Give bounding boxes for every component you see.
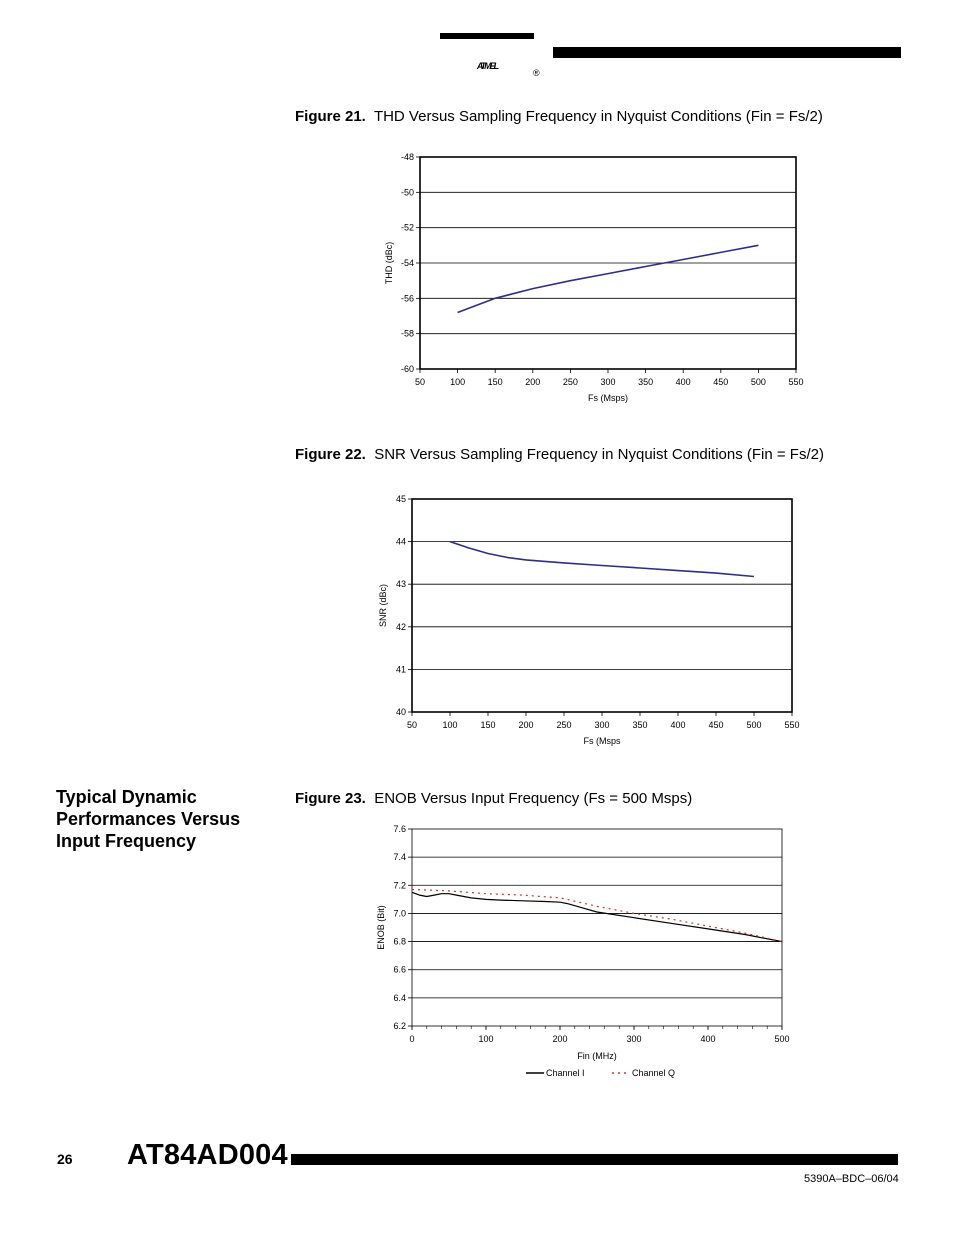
x-tick-label: 450: [708, 720, 724, 730]
y-tick-label: 43: [395, 579, 406, 590]
figure-23-title: ENOB Versus Input Frequency (Fs = 500 Msps): [374, 790, 693, 807]
figure-23-caption: [295, 790, 692, 807]
figure-23-label: Figure 23.: [295, 790, 366, 807]
series-line: [450, 542, 754, 577]
section-title: Typical Dynamic Performances Versus Input Frequency: [56, 787, 241, 851]
snr-chart: [360, 490, 820, 755]
x-tick-label: 100: [442, 720, 458, 730]
x-tick-label: 50: [406, 720, 418, 730]
enob-chart: [360, 820, 820, 1090]
x-tick-label: 350: [632, 720, 648, 730]
x-axis-label: Fs (Msps: [583, 736, 621, 746]
y-tick-label: 7.2: [393, 880, 406, 891]
x-tick-label: 250: [556, 720, 572, 730]
plot-frame: [412, 499, 792, 712]
figure-21-label: Figure 21.: [295, 108, 366, 125]
x-tick-label: 500: [750, 377, 766, 387]
doc-code: 5390A–BDC–06/04: [804, 1173, 899, 1185]
legend-label: Channel I: [546, 1068, 585, 1078]
figure-22-label: Figure 22.: [295, 446, 366, 463]
x-tick-label: 150: [480, 720, 496, 730]
y-tick-label: 41: [395, 664, 406, 675]
page-number: 26: [57, 1151, 73, 1167]
y-tick-label: 42: [395, 621, 406, 632]
y-tick-label: 6.8: [393, 936, 406, 947]
x-tick-label: 0: [409, 1034, 415, 1044]
header-rule: [553, 47, 901, 58]
y-tick-label: -56: [400, 293, 414, 304]
plot-frame: [412, 829, 782, 1026]
atmel-logo: [440, 30, 540, 78]
x-tick-label: 50: [414, 377, 426, 387]
y-tick-label: 7.4: [393, 852, 406, 863]
x-axis-label: Fin (MHz): [577, 1051, 617, 1061]
x-tick-label: 400: [700, 1034, 716, 1044]
y-tick-label: 6.6: [393, 964, 406, 975]
series-line: [458, 245, 759, 312]
y-tick-label: 40: [395, 707, 406, 717]
x-tick-label: 250: [562, 377, 578, 387]
y-axis-label: ENOB (Bit): [376, 905, 386, 950]
x-tick-label: 450: [713, 377, 729, 387]
legend-label: Channel Q: [632, 1068, 676, 1078]
figure-22-caption: [295, 446, 824, 463]
x-tick-label: 200: [518, 720, 534, 730]
y-tick-label: -58: [400, 328, 414, 339]
y-tick-label: 45: [395, 494, 406, 504]
x-tick-label: 500: [746, 720, 762, 730]
x-tick-label: 400: [675, 377, 691, 387]
series-line: [412, 892, 782, 941]
x-tick-label: 500: [774, 1034, 790, 1044]
thd-chart: [360, 145, 820, 410]
x-tick-label: 150: [487, 377, 503, 387]
x-tick-label: 100: [450, 377, 466, 387]
x-tick-label: 200: [552, 1034, 568, 1044]
x-tick-label: 100: [478, 1034, 494, 1044]
y-tick-label: -48: [400, 152, 414, 162]
figure-21-title: THD Versus Sampling Frequency in Nyquist Conditions (Fin = Fs/2): [373, 108, 823, 125]
x-tick-label: 400: [670, 720, 686, 730]
y-tick-label: -54: [400, 258, 414, 268]
y-tick-label: -60: [400, 364, 414, 374]
y-axis-label: THD (dBc): [384, 241, 394, 285]
y-tick-label: -50: [400, 187, 414, 198]
logo-text: ATMEL: [476, 61, 498, 71]
x-tick-label: 350: [638, 377, 654, 387]
y-tick-label: 44: [395, 536, 406, 547]
x-tick-label: 300: [594, 720, 610, 730]
x-tick-label: 550: [788, 377, 804, 387]
registered-mark: ®: [533, 68, 540, 78]
footer-rule: [291, 1154, 898, 1165]
x-axis-label: Fs (Msps): [588, 393, 628, 403]
figure-21-caption: [295, 108, 823, 125]
y-tick-label: 6.2: [393, 1021, 406, 1031]
x-tick-label: 200: [525, 377, 541, 387]
doc-title: AT84AD004: [127, 1139, 288, 1171]
y-tick-label: -52: [400, 222, 414, 233]
x-tick-label: 300: [626, 1034, 642, 1044]
y-tick-label: 6.4: [393, 992, 406, 1003]
y-axis-label: SNR (dBc): [378, 583, 388, 628]
y-tick-label: 7.6: [393, 824, 406, 834]
y-tick-label: 7.0: [393, 908, 406, 919]
x-tick-label: 550: [784, 720, 800, 730]
figure-22-title: SNR Versus Sampling Frequency in Nyquist Conditions (Fin = Fs/2): [374, 446, 824, 463]
x-tick-label: 300: [600, 377, 616, 387]
